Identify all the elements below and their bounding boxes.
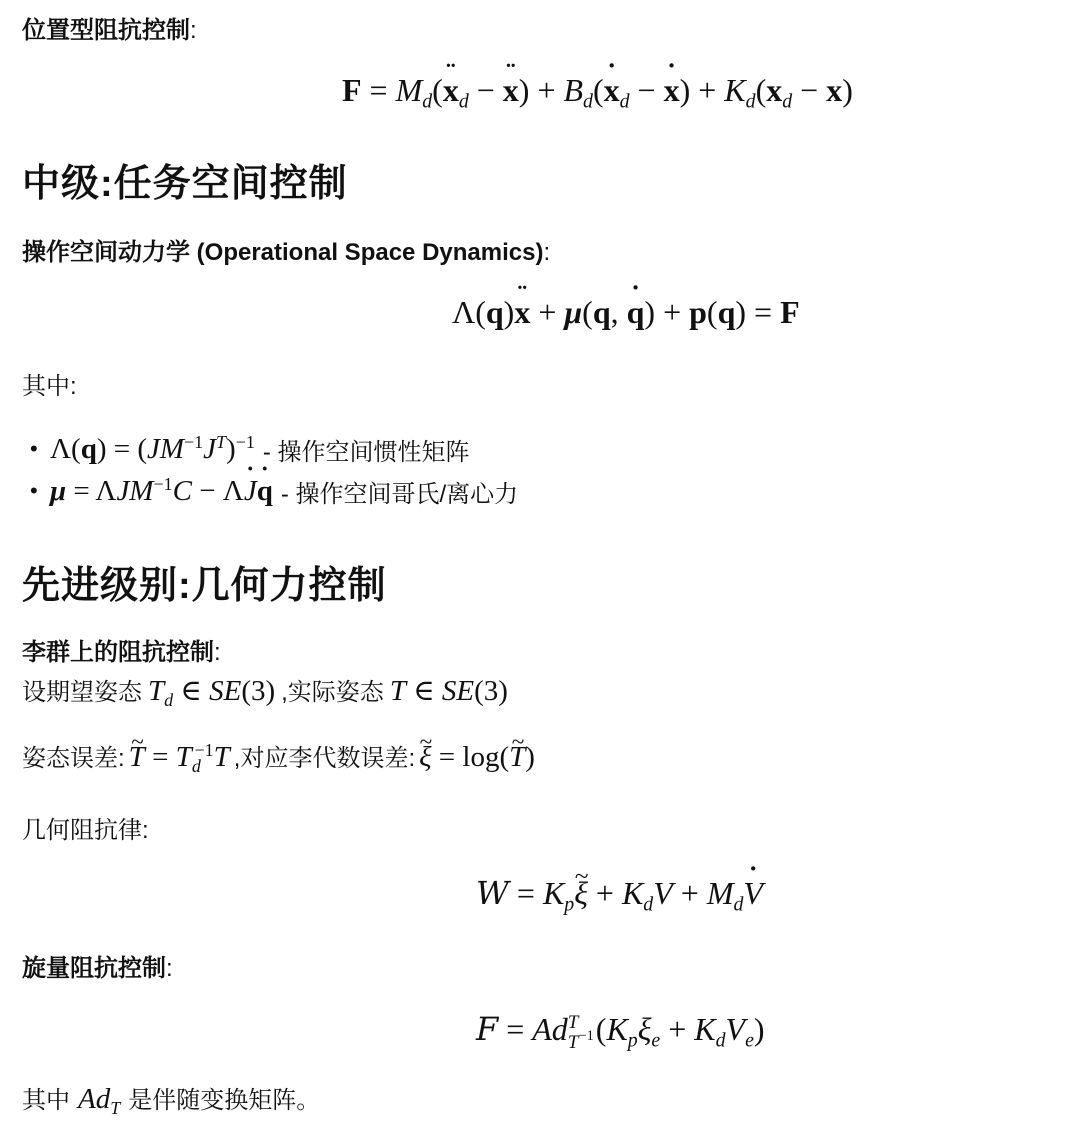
adjoint-note-prefix: 其中	[22, 1087, 70, 1114]
ops-dynamics-label	[22, 232, 550, 267]
actual-pose-formula: T ∈ SE(3)	[389, 675, 508, 707]
pose-error-mid: ,对应李代数误差:	[233, 745, 416, 772]
advanced-heading: 先进级别:几何力控制	[22, 565, 387, 607]
pose-definition-line	[22, 672, 508, 708]
lie-group-colon: :	[214, 639, 221, 666]
position-impedance-label	[22, 10, 197, 45]
inertia-matrix-formula: • $\Lambda(q) = (JM^{-1}J^T)^{-1}$	[50, 431, 255, 465]
lie-group-label	[22, 632, 221, 667]
screw-impedance-title: 旋量阻抗控制	[22, 955, 166, 982]
geometric-impedance-equation: $W = K_p\xi$ ~ + $K_dV + M_dV$ ˙	[476, 874, 763, 912]
coriolis-formula: • $\mu = \Lambda JM^{-1}C - \Lambda J$ ˙q ˙	[50, 475, 273, 508]
screw-impedance-colon: :	[166, 955, 173, 982]
position-impedance-title: 位置型阻抗控制	[22, 17, 190, 44]
list-item	[50, 470, 518, 512]
position-impedance-colon: :	[190, 17, 197, 44]
list-item	[50, 428, 518, 470]
pose-line-mid: ,实际姿态	[281, 679, 384, 706]
pose-error-line	[22, 738, 535, 774]
where-text: 其中:	[22, 373, 77, 400]
adjoint-note-suffix: 是伴随变换矩阵。	[128, 1087, 321, 1114]
pose-error-prefix: 姿态误差:	[22, 745, 125, 772]
lie-algebra-error-formula: ξ ~ = log(T ~)	[419, 741, 535, 774]
geometric-impedance-label: 几何阻抗律:	[22, 817, 149, 844]
desired-pose-formula: $T_d$ ∈ SE(3)	[148, 675, 276, 710]
definition-list	[50, 428, 518, 512]
ops-dynamics-title: 操作空间动力学 (Operational Space Dynamics)	[22, 239, 544, 266]
ops-dynamics-equation: Λ(q)x ¨ + μ(q, q ˙) + p(q) = F	[452, 294, 800, 331]
adjoint-formula: $Ad_T$	[78, 1083, 121, 1118]
pose-line-prefix: 设期望姿态	[22, 679, 142, 706]
lie-group-title: 李群上的阻抗控制	[22, 639, 214, 666]
pose-error-formula: T ~ = $T_d^{-1}T$	[129, 741, 230, 774]
screw-impedance-equation: F = Ad T $T^{-1}$ $(K_p\xi_e + K_dV_e)$	[476, 1010, 765, 1053]
impedance-force-equation: $F = M_d(x$ $¨_d - x$ ¨) + $B_d(x$ $˙_d - x$ ˙) + $K_d(x_d - x)$	[342, 72, 853, 109]
mid-level-heading: 中级:任务空间控制	[22, 163, 348, 205]
ops-dynamics-colon: :	[543, 239, 551, 266]
inertia-matrix-desc: - 操作空间惯性矩阵	[262, 438, 470, 466]
adjoint-note-line	[22, 1080, 320, 1116]
screw-impedance-label	[22, 948, 173, 983]
coriolis-desc: - 操作空间哥氏/离心力	[280, 480, 519, 508]
